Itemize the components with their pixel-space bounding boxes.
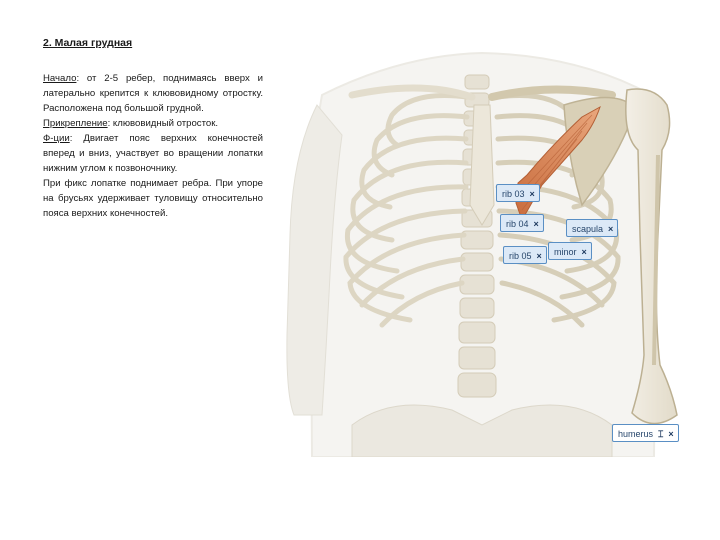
close-icon[interactable]: × [668, 429, 674, 439]
close-icon[interactable]: × [536, 251, 542, 261]
function-paragraph [43, 131, 263, 176]
fixed-scapula-paragraph: При фикс лопатке поднимает ребра. При упоре на брусьях удерживает туловищу относительно пояса верхних конечностей. [43, 178, 263, 219]
function-label: Ф-ции [43, 133, 70, 144]
label-rib-03[interactable] [496, 184, 540, 202]
label-minor-text: minor [554, 247, 577, 257]
text-column [43, 36, 263, 221]
origin-label: Начало [43, 73, 77, 84]
label-scapula[interactable] [566, 219, 618, 237]
label-rib-04-text: rib 04 [506, 219, 529, 229]
close-icon[interactable]: × [581, 247, 587, 257]
pin-icon[interactable]: ⌶ [658, 429, 664, 439]
anatomy-figure [282, 35, 686, 457]
label-rib-03-text: rib 03 [502, 189, 525, 199]
skeleton-illustration [282, 35, 686, 457]
label-humerus-text: humerus [618, 429, 654, 439]
insertion-label: Прикрепление [43, 118, 108, 129]
label-scapula-text: scapula [572, 224, 604, 234]
function-text: : Двигает пояс верхних конечностей вперед и вниз, участвует во вращении лопатки нижним углом к позвоночнику. [43, 133, 263, 174]
label-rib-04[interactable] [500, 214, 544, 232]
label-humerus[interactable] [612, 424, 679, 442]
label-rib-05[interactable] [503, 246, 547, 264]
label-minor[interactable] [548, 242, 592, 260]
slide-heading: 2. Малая грудная [43, 37, 133, 49]
insertion-text: : клювовидный отросток. [107, 118, 219, 129]
close-icon[interactable]: × [533, 219, 539, 229]
insertion-paragraph [43, 116, 263, 131]
sternum [470, 105, 494, 225]
origin-text: : от 2-5 ребер, поднимаясь вверх и латерально крепится к клювовидному отростку. Расположена под большой грудной. [43, 73, 263, 114]
label-rib-05-text: rib 05 [509, 251, 532, 261]
close-icon[interactable]: × [529, 189, 535, 199]
close-icon[interactable]: × [608, 224, 614, 234]
origin-paragraph [43, 71, 263, 116]
